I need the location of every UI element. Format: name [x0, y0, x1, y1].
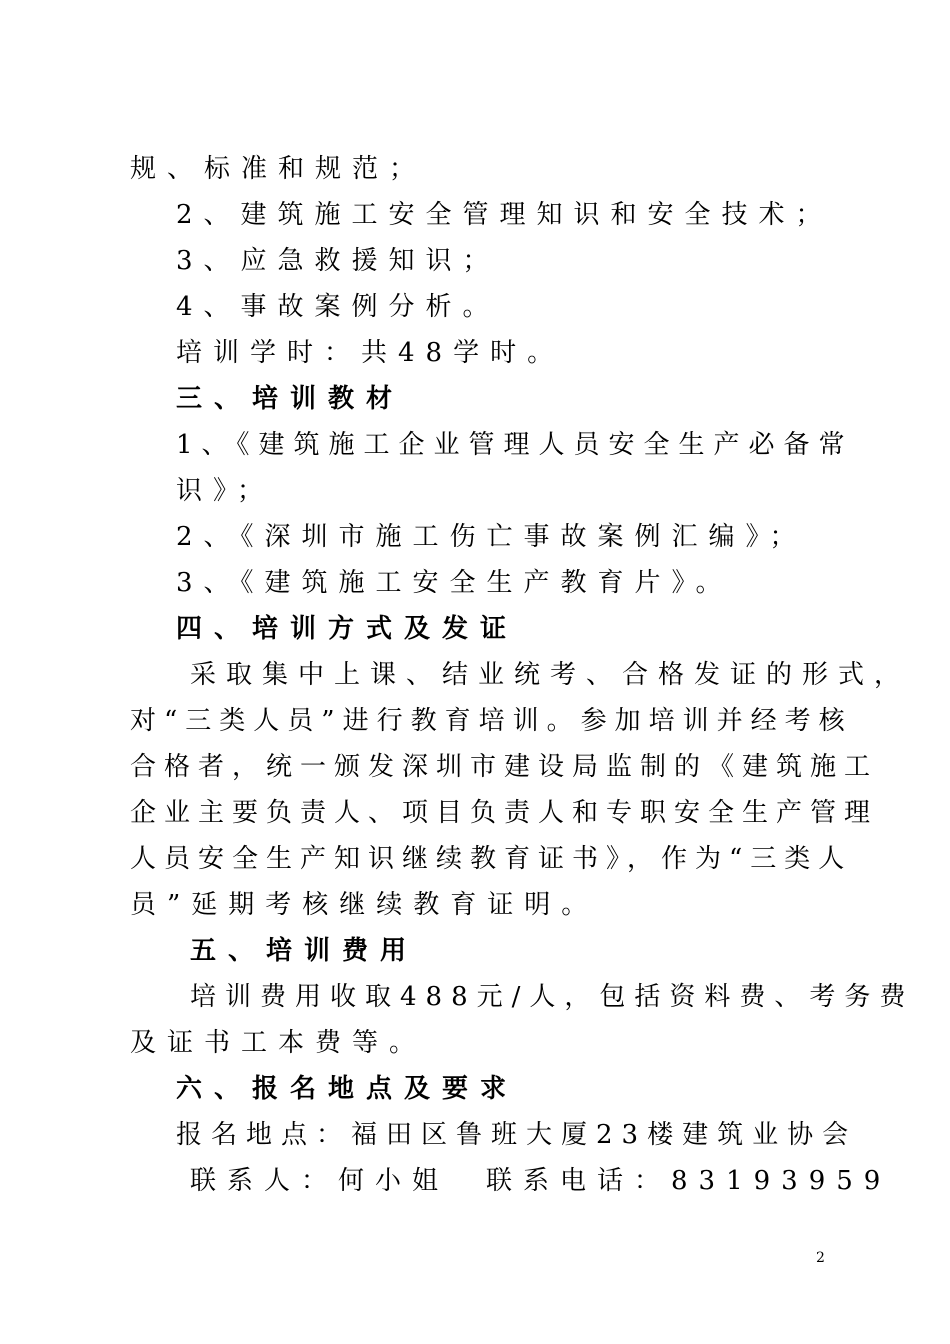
section-heading: 三、培训教材	[176, 384, 405, 414]
text-line: 报名地点：福田区鲁班大厦23楼建筑业协会	[176, 1120, 858, 1150]
text-line: 规、标准和规范；	[130, 154, 427, 184]
text-line: 1、《建筑施工企业管理人员安全生产必备常	[176, 430, 854, 460]
text-line: 对“三类人员”进行教育培训。参加培训并经考核	[130, 706, 853, 736]
text-line: 2、建筑施工安全管理知识和安全技术；	[176, 200, 833, 230]
text-line: 及证书工本费等。	[130, 1028, 427, 1058]
text-line: 采取集中上课、结业统考、合格发证的形式，	[190, 660, 911, 690]
text-line: 合格者，统一颁发深圳市建设局监制的《建筑施工	[130, 752, 879, 782]
text-line: 培训学时：共48学时。	[176, 338, 565, 368]
text-line: 2、《深圳市施工伤亡事故案例汇编》；	[176, 522, 807, 552]
text-line: 培训费用收取488元/人，包括资料费、考务费	[190, 982, 915, 1012]
text-line: 企业主要负责人、项目负责人和专职安全生产管理	[130, 798, 879, 828]
text-line: 人员安全生产知识继续教育证书》，作为“三类人	[130, 844, 853, 874]
page-number: 2	[816, 1250, 825, 1266]
text-line: 3、应急救援知识；	[176, 246, 500, 276]
text-line: 识》；	[176, 476, 275, 506]
section-heading: 五、培训费用	[190, 936, 419, 966]
section-heading: 四、培训方式及发证	[176, 614, 519, 644]
text-line: 员”延期考核继续教育证明。	[130, 890, 599, 920]
text-line: 4、事故案例分析。	[176, 292, 500, 322]
section-heading: 六、报名地点及要求	[176, 1074, 519, 1104]
text-line: 联系人：何小姐 联系电话：83193959	[190, 1166, 892, 1196]
text-line: 3、《建筑施工安全生产教育片》。	[176, 568, 733, 598]
